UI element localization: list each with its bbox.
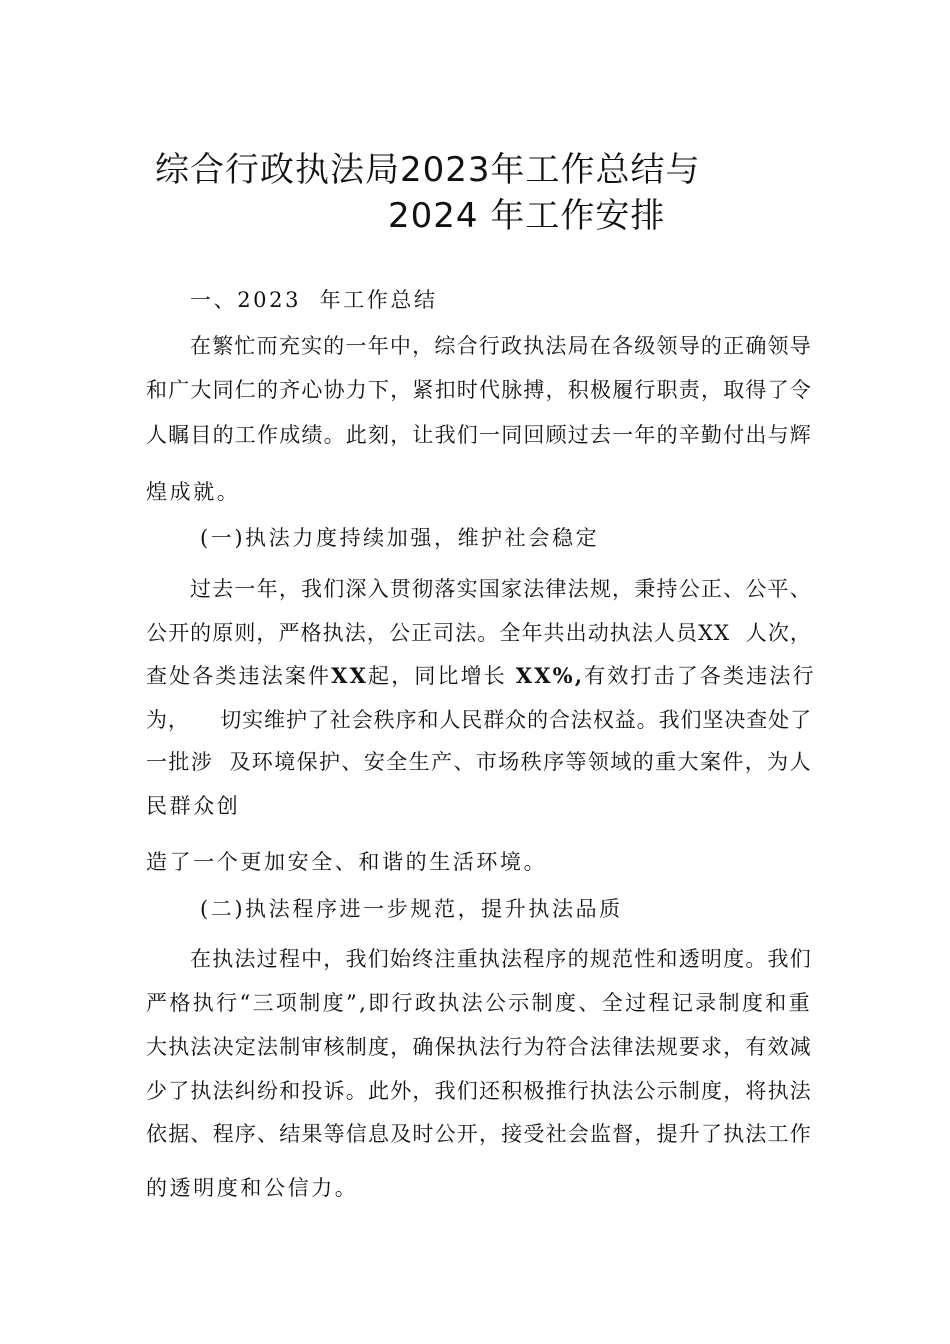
paragraph-1-line-2: 和广大同仁的齐心协力下，紧扣时代脉搏，积极履行职责，取得了令 (146, 378, 812, 402)
paragraph-2-line-6: 民群众创 (146, 794, 241, 818)
case-count-placeholder: XX (331, 663, 369, 688)
growth-rate-placeholder: XX%, (515, 663, 585, 688)
paragraph-2-line-2: 公开的原则，严格执法，公正司法。全年共出动执法人员XX 人次， (146, 621, 812, 645)
paragraph-1-line-3: 人瞩目的工作成绩。此刻，让我们一同回顾过去一年的辛勤付出与辉 (146, 423, 812, 447)
paragraph-3-line-3: 大执法决定法制审核制度，确保执法行为符合法律法规要求，有效减 (146, 1035, 812, 1059)
subheading-1: (一)执法力度持续加强，维护社会稳定 (200, 526, 600, 550)
section-heading-1: 一、2023 年工作总结 (190, 288, 438, 312)
paragraph-3-line-6: 的透明度和公信力。 (146, 1176, 359, 1200)
paragraph-1-line-1: 在繁忙而充实的一年中，综合行政执法局在各级领导的正确领导 (190, 334, 812, 358)
paragraph-2-line-4: 为， 切实维护了社会秩序和人民群众的合法权益。我们坚决查处了 (146, 708, 812, 732)
paragraph-2-line-7: 造了一个更加安全、和谐的生活环境。 (146, 850, 548, 874)
document-title-line-1: 综合行政执法局2023年工作总结与 (155, 150, 701, 190)
paragraph-1-line-4: 煌成就。 (146, 480, 241, 504)
paragraph-2-line-5: 一批涉 及环境保护、安全生产、市场秩序等领域的重大案件，为人 (146, 750, 812, 774)
paragraph-2-text-e: 有效打击了各类违法行 (584, 664, 816, 688)
paragraph-2-line-1: 过去一年，我们深入贯彻落实国家法律法规，秉持公正、公平、 (190, 577, 812, 601)
paragraph-3-line-1: 在执法过程中，我们始终注重执法程序的规范性和透明度。我们 (190, 947, 812, 971)
paragraph-3-line-2: 严格执行“三项制度”,即行政执法公示制度、全过程记录制度和重 (146, 991, 812, 1015)
subheading-2: (二)执法程序进一步规范，提升执法品质 (200, 897, 623, 921)
paragraph-2-line-3 (146, 660, 816, 690)
paragraph-2-text-c: 起，同比增长 (368, 664, 507, 688)
paragraph-3-line-4: 少了执法纠纷和投诉。此外，我们还积极推行执法公示制度，将执法 (146, 1079, 812, 1103)
paragraph-2-text-a: 查处各类违法案件 (146, 664, 332, 688)
paragraph-3-line-5: 依据、程序、结果等信息及时公开，接受社会监督，提升了执法工作 (146, 1122, 812, 1146)
document-title-line-2: 2024 年工作安排 (388, 196, 666, 236)
